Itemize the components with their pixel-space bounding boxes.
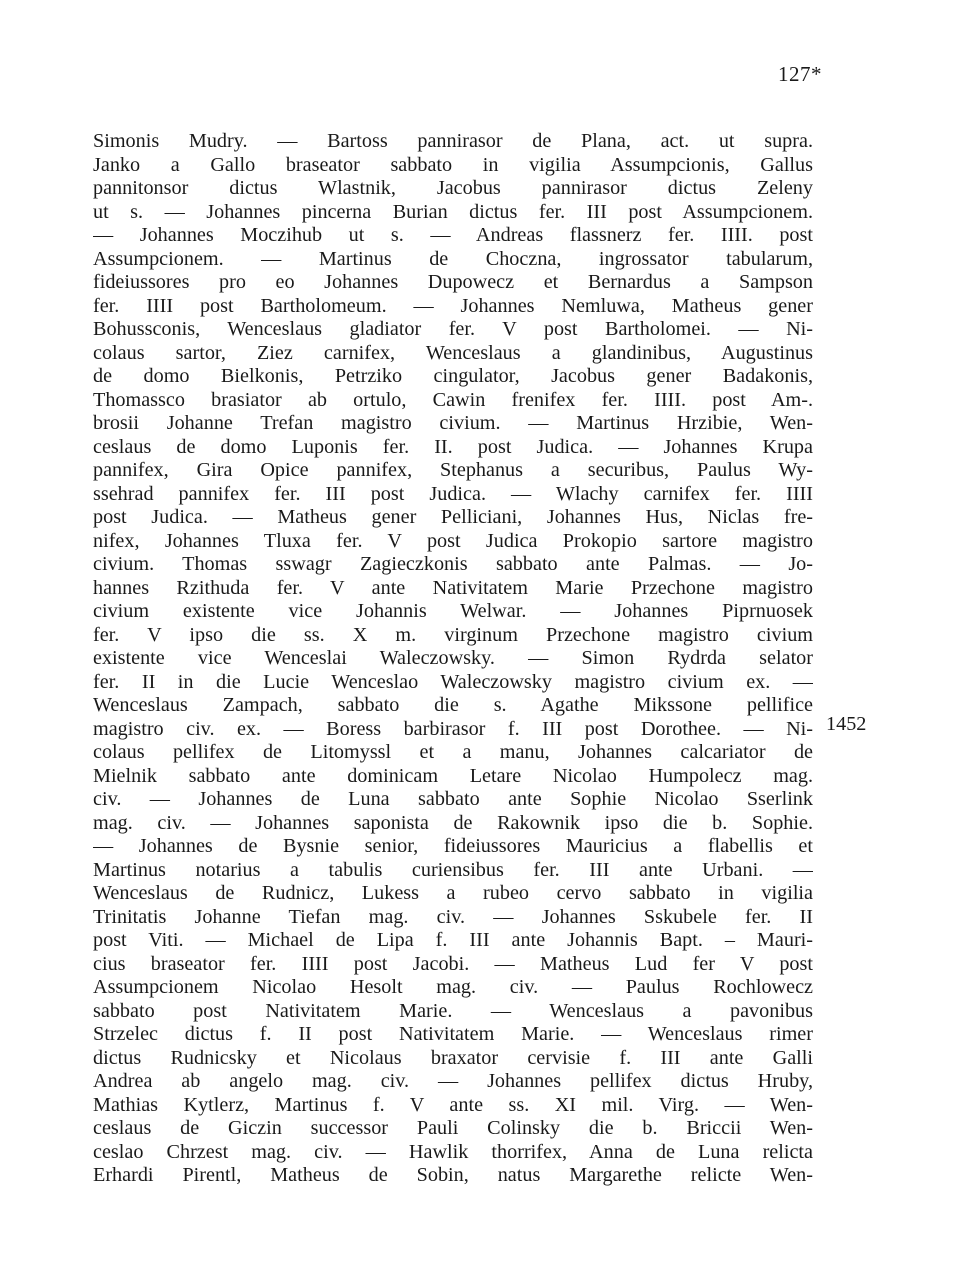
text-line-19: civium. Thomas sswagr Zagieczkonis sabbato ante Palmas. — Jo- xyxy=(93,553,813,575)
margin-year-note: 1452 xyxy=(826,713,867,735)
text-line-25: Wenceslaus Zampach, sabbato die s. Agathe Mikssone pellifice xyxy=(93,694,813,716)
text-line-31: — Johannes de Bysnie senior, fideiussores Mauricius a flabellis et xyxy=(93,835,813,857)
text-line-26: magistro civ. ex. — Boress barbirasor f. III post Dorothee. — Ni- xyxy=(93,717,813,740)
text-line-32: Martinus notarius a tabulis curiensibus fer. III ante Urbani. — xyxy=(93,858,813,881)
text-line-15: pannifex, Gira Opice pannifex, Stephanus a securibus, Paulus Wy- xyxy=(93,459,813,481)
text-line-6: Assumpcionem. — Martinus de Choczna, ingrossator tabularum, xyxy=(93,247,813,270)
text-line-3: pannitonsor dictus Wlastnik, Jacobus pannirasor dictus Zeleny xyxy=(93,177,813,199)
text-line-9: Bohussconis, Wenceslaus gladiator fer. V post Bartholomei. — Ni- xyxy=(93,318,813,340)
text-line-40: dictus Rudnicsky et Nicolaus braxator cervisie f. III ante Galli xyxy=(93,1046,813,1069)
text-line-42: Mathias Kytlerz, Martinus f. V ante ss. XI mil. Virg. — Wen- xyxy=(93,1093,813,1116)
text-line-45: Erhardi Pirentl, Matheus de Sobin, natus Margarethe relicte Wen- xyxy=(93,1164,813,1186)
text-line-7: fideiussores pro eo Johannes Dupowecz et Bernardus a Sampson xyxy=(93,271,813,293)
text-line-41: Andrea ab angelo mag. civ. — Johannes pellifex dictus Hruby, xyxy=(93,1070,813,1092)
text-line-37: Assumpcionem Nicolao Hesolt mag. civ. — Paulus Rochlowecz xyxy=(93,976,813,998)
text-line-44: ceslao Chrzest mag. civ. — Hawlik thorrifex, Anna de Luna relicta xyxy=(93,1140,813,1163)
text-line-28: Mielnik sabbato ante dominicam Letare Nicolao Humpolecz mag. xyxy=(93,764,813,787)
text-line-21: civium existente vice Johannis Welwar. — Johannes Piprnuosek xyxy=(93,600,813,622)
text-line-24: fer. II in die Lucie Wenceslao Waleczowsky magistro civium ex. — xyxy=(93,670,813,693)
text-line-39: Strzelec dictus f. II post Nativitatem Marie. — Wenceslaus rimer xyxy=(93,1023,813,1045)
text-line-17: post Judica. — Matheus gener Pelliciani, Johannes Hus, Niclas fre- xyxy=(93,506,813,528)
text-line-5: — Johannes Moczihub ut s. — Andreas flassnerz fer. IIII. post xyxy=(93,224,813,246)
page-number: 127* xyxy=(778,62,822,86)
text-line-22: fer. V ipso die ss. X m. virginum Przechone magistro civium xyxy=(93,623,813,646)
text-line-16: ssehrad pannifex fer. III post Judica. — Wlachy carnifex fer. IIII xyxy=(93,482,813,505)
text-line-33: Wenceslaus de Rudnicz, Lukess a rubeo cervo sabbato in vigilia xyxy=(93,882,813,904)
text-line-11: de domo Bielkonis, Petrziko cingulator, Jacobus gener Badakonis, xyxy=(93,365,813,387)
text-line-13: brosii Johanne Trefan magistro civium. — Martinus Hrzibie, Wen- xyxy=(93,412,813,434)
text-line-14: ceslaus de domo Luponis fer. II. post Judica. — Johannes Krupa xyxy=(93,435,813,458)
text-line-34: Trinitatis Johanne Tiefan mag. civ. — Johannes Sskubele fer. II xyxy=(93,905,813,928)
text-line-23: existente vice Wenceslai Waleczowsky. — Simon Rydrda selator xyxy=(93,647,813,669)
text-line-20: hannes Rzithuda fer. V ante Nativitatem Marie Przechone magistro xyxy=(93,576,813,599)
text-line-4: ut s. — Johannes pincerna Burian dictus fer. III post Assumpcionem. xyxy=(93,200,813,223)
body-text xyxy=(93,130,813,1188)
text-line-10: colaus sartor, Ziez carnifex, Wenceslaus a glandinibus, Augustinus xyxy=(93,341,813,364)
text-line-2: Janko a Gallo braseator sabbato in vigilia Assumpcionis, Gallus xyxy=(93,153,813,176)
text-line-1: Simonis Mudry. — Bartoss pannirasor de Plana, act. ut supra. xyxy=(93,130,813,152)
text-line-18: nifex, Johannes Tluxa fer. V post Judica Prokopio sartore magistro xyxy=(93,529,813,552)
text-line-38: sabbato post Nativitatem Marie. — Wenceslaus a pavonibus xyxy=(93,999,813,1022)
text-line-30: mag. civ. — Johannes saponista de Rakownik ipso die b. Sophie. xyxy=(93,811,813,834)
text-line-43: ceslaus de Giczin successor Pauli Colinsky die b. Briccii Wen- xyxy=(93,1117,813,1139)
text-line-36: cius braseator fer. IIII post Jacobi. — Matheus Lud fer V post xyxy=(93,952,813,975)
text-line-8: fer. IIII post Bartholomeum. — Johannes Nemluwa, Matheus gener xyxy=(93,294,813,317)
text-line-35: post Viti. — Michael de Lipa f. III ante Johannis Bapt. – Mauri- xyxy=(93,929,813,951)
text-line-12: Thomassco brasiator ab ortulo, Cawin frenifex fer. IIII. post Am-. xyxy=(93,388,813,411)
text-line-27: colaus pellifex de Litomyssl et a manu, Johannes calcariator de xyxy=(93,741,813,763)
text-line-29: civ. — Johannes de Luna sabbato ante Sophie Nicolao Sserlink xyxy=(93,788,813,810)
